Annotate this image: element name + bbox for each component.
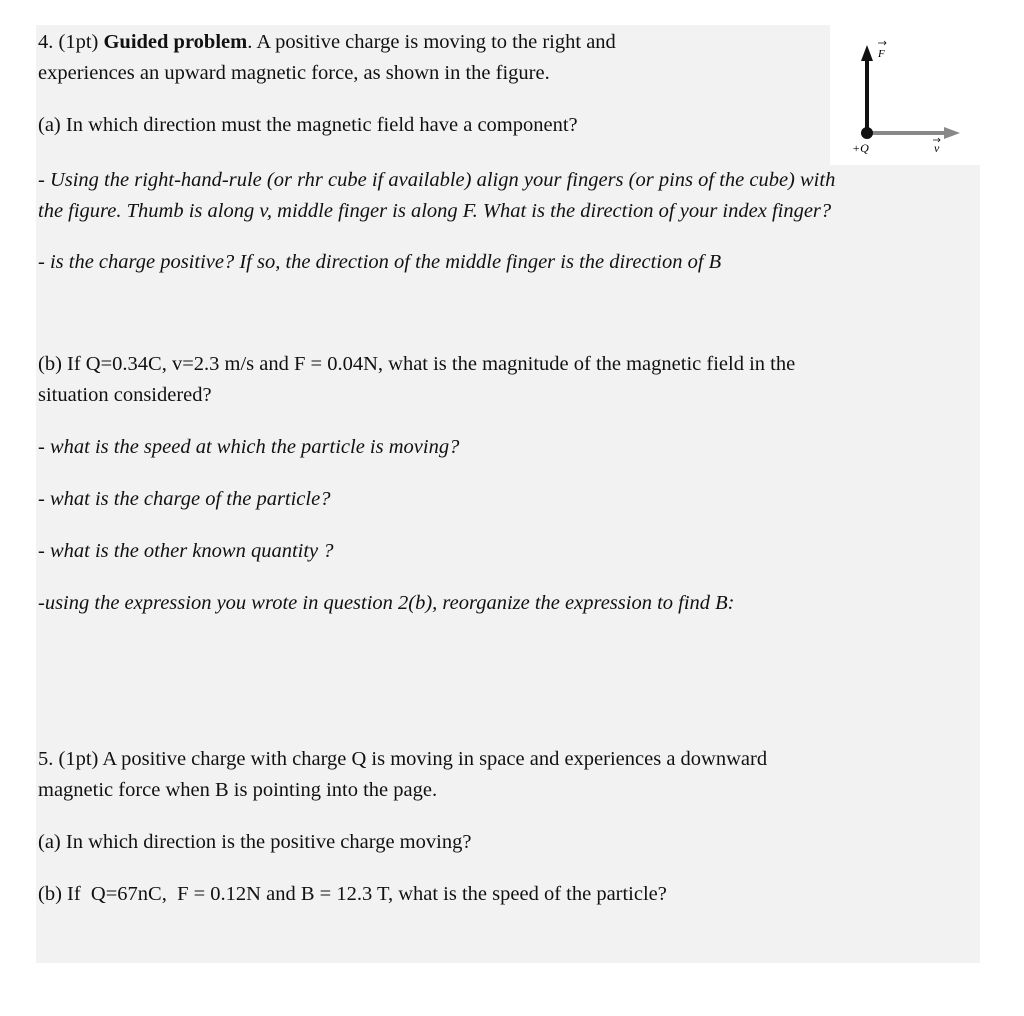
force-label: F <box>878 48 885 60</box>
force-arrowhead <box>861 45 873 61</box>
q4-b-hint2: - what is the charge of the particle? <box>38 488 331 510</box>
q4-b-hint1: - what is the speed at which the particle is moving? <box>38 436 460 458</box>
q4-intro <box>38 27 616 58</box>
q4-hint2: - is the charge positive? If so, the direction of the middle finger is the direction of B <box>38 251 722 273</box>
q4-hint1-line2: the figure. Thumb is along v, middle finger is along F. What is the direction of your index finger? <box>38 200 832 222</box>
velocity-arrowhead <box>944 127 960 139</box>
q4-intro-text: . A positive charge is moving to the right and <box>247 31 616 53</box>
q4-intro-line2: experiences an upward magnetic force, as shown in the figure. <box>38 62 550 84</box>
q4-number: 4. (1pt) <box>38 31 104 53</box>
q5-line1: 5. (1pt) A positive charge with charge Q is moving in space and experiences a downward <box>38 748 768 770</box>
velocity-label: v <box>934 141 940 155</box>
q5-part-b: (b) If Q=67nC, F = 0.12N and B = 12.3 T, what is the speed of the particle? <box>38 883 667 905</box>
q4-part-b-line2: situation considered? <box>38 384 212 406</box>
q4-b-hint3: - what is the other known quantity ? <box>38 540 334 562</box>
charge-label: +Q <box>852 141 869 155</box>
q4-b-hint4: -using the expression you wrote in question 2(b), reorganize the expression to find B: <box>38 592 735 614</box>
q5-line2: magnetic force when B is pointing into the page. <box>38 779 438 801</box>
force-vector-mark <box>878 41 886 45</box>
q4-title: Guided problem <box>103 31 248 53</box>
q4-hint1-line1: - Using the right-hand-rule (or rhr cube if available) align your fingers (or pins of the cube) with <box>38 169 836 191</box>
q5-part-a: (a) In which direction is the positive charge moving? <box>38 831 472 853</box>
q4-part-b-line1: (b) If Q=0.34C, v=2.3 m/s and F = 0.04N, what is the magnitude of the magnetic field in the <box>38 353 796 375</box>
force-velocity-figure <box>830 25 980 165</box>
charge-dot <box>861 127 873 139</box>
q4-part-a: (a) In which direction must the magnetic field have a component? <box>38 114 578 136</box>
